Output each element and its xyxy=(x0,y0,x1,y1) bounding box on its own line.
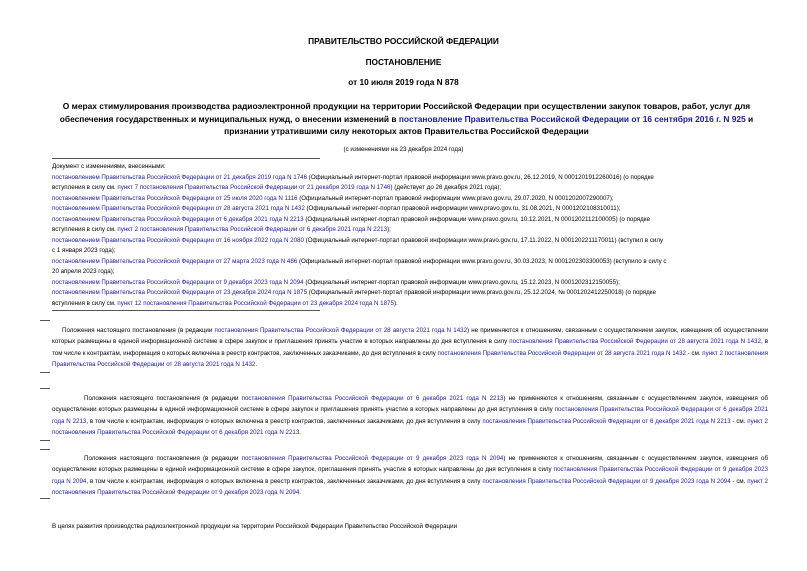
issuer-heading: ПРАВИТЕЛЬСТВО РОССИЙСКОЙ ФЕДЕРАЦИИ xyxy=(308,36,499,46)
amendment-item xyxy=(52,246,772,257)
title-text-start: О мерах стимулирования производства радиоэлектронной продукции на территории Российской Федерации при осуществлении закупок товаров, работ, услуг для обеспечения государственных и муниципальных нужд, о внесении изменений в xyxy=(59,101,751,124)
divider xyxy=(40,449,50,450)
amendment-link[interactable]: постановлением Правительства Российской Федерации от 21 декабря 2019 года N 1746 xyxy=(52,173,308,181)
title-text-end: и признании утратившими силу некоторых актов Правительства Российской Федерации xyxy=(224,113,754,136)
note-text: Положения настоящего постановления (в редакции xyxy=(84,395,242,402)
note-text: . xyxy=(299,428,302,436)
note-act-link[interactable]: пункт 2 постановления Правительства Российской Федерации от 28 августа 2021 года N 1432 xyxy=(52,349,768,368)
note-text: - см. xyxy=(730,477,748,485)
note-text: Положения настоящего постановления (в редакции xyxy=(84,455,242,462)
note-text: . xyxy=(299,488,302,496)
amendment-text: вступления в силу см. xyxy=(52,226,118,233)
divider xyxy=(40,440,50,441)
applicability-note xyxy=(52,325,768,370)
amendment-item xyxy=(52,183,772,194)
amendment-text: ). xyxy=(393,299,398,307)
amendment-link[interactable]: постановлением Правительства Российской Федерации от 9 декабря 2023 года N 2094 xyxy=(52,278,304,286)
note-act-link[interactable]: пункт 2 постановления Правительства Российской Федерации от 9 декабря 2023 года N 2094 xyxy=(52,477,768,496)
divider xyxy=(40,498,50,499)
amendment-text: вступления в силу см. xyxy=(52,299,118,307)
amendment-source: (Официальный интернет-портал правовой информации www.pravo.gov.ru, 30.03.2023, N 0001202303300053) (вступило в силу с xyxy=(297,257,667,265)
applicability-note xyxy=(52,453,768,498)
note-text: ) не применяются к отношениям, связанным с осуществлением закупок, извещения об осуществлении которых размещены в единой информационной системе в сфере закупок и приглашения принять участие в которых направлены до дня вступления в силу xyxy=(52,395,768,414)
amendment-link[interactable]: постановлением Правительства Российской Федерации от 16 ноября 2022 года N 2080 xyxy=(52,236,304,244)
amendment-item xyxy=(52,278,772,289)
note-act-link[interactable]: постановления Правительства Российской Федерации от 9 декабря 2023 года N 2094 xyxy=(52,466,768,485)
amendment-item xyxy=(52,236,772,247)
amendment-item xyxy=(52,299,772,310)
amendment-link[interactable]: постановлением Правительства Российской Федерации от 25 июля 2020 года N 1116 xyxy=(52,194,298,202)
amendment-link[interactable]: постановлением Правительства Российской Федерации от 27 марта 2023 года N 486 xyxy=(52,257,298,265)
amendment-link[interactable]: постановлением Правительства Российской Федерации от 6 декабря 2021 года N 2213 xyxy=(52,215,304,223)
amendment-text: вступления в силу см. xyxy=(52,184,118,191)
divider xyxy=(52,310,320,311)
document-title xyxy=(52,100,761,138)
note-act-link[interactable]: постановления Правительства Российской Федерации от 6 декабря 2021 года N 2213 xyxy=(52,406,768,425)
note-text: ) не применяются к отношениям, связанным с осуществлением закупок, извещения об осуществлении которых размещены в единой информационной системе в сфере закупок и приглашения принять участие в которых направлены до дня вступления в силу xyxy=(52,327,769,346)
amendment-item xyxy=(52,225,772,236)
amendment-item xyxy=(52,204,772,215)
note-act-link[interactable]: пункт 2 постановления Правительства Российской Федерации от 6 декабря 2021 года N 2213 xyxy=(52,417,768,436)
amendment-link[interactable]: пункт 2 постановления Правительства Российской Федерации от 6 декабря 2021 года N 2213 xyxy=(117,226,388,233)
amendment-item xyxy=(52,173,772,184)
amendments-list xyxy=(52,162,772,309)
document-date-number: от 10 июля 2019 года N 878 xyxy=(348,77,459,87)
amendment-source: (Официальный интернет-портал правовой информации www.pravo.gov.ru, 26.12.2019, N 0001201912260016) (о порядке xyxy=(307,173,654,181)
amendment-link[interactable]: постановлением Правительства Российской Федерации от 23 декабря 2024 года N 1875 xyxy=(52,289,308,296)
amendment-text: ); xyxy=(387,226,391,233)
amendment-text: ) (действует до 26 декабря 2021 года); xyxy=(390,184,502,191)
note-act-link[interactable]: постановления Правительства Российской Федерации от 9 декабря 2023 года N 2094 xyxy=(482,477,731,485)
divider xyxy=(40,372,50,373)
amendment-source: (Официальный интернет-портал правовой информации www.pravo.gov.ru, 25.12.2024, № 0001202412250018) (о порядке xyxy=(307,289,656,296)
document-type: ПОСТАНОВЛЕНИЕ xyxy=(365,57,442,67)
preamble-text: В целях развития производства радиоэлектронной продукции на территории Российской Федерации Правительство Российской Федерации xyxy=(52,523,458,530)
amendment-text: с 1 января 2023 года); xyxy=(52,247,116,254)
divider xyxy=(52,158,320,159)
note-act-link[interactable]: постановления Правительства Российской Федерации от 28 августа 2021 года N 1432 xyxy=(214,327,468,334)
amendment-item xyxy=(52,267,772,278)
title-amended-act-link[interactable]: постановление Правительства Российской Федерации от 16 сентября 2016 г. N 925 xyxy=(398,113,746,124)
note-act-link[interactable]: постановления Правительства Российской Федерации от 28 августа 2021 года N 1432 xyxy=(509,338,761,346)
amendment-link[interactable]: пункт 12 постановления Правительства Российской Федерации от 23 декабря 2024 года N 1875 xyxy=(117,299,394,307)
note-text: . xyxy=(255,360,258,368)
amendment-item xyxy=(52,257,772,268)
amendment-link[interactable]: пункт 7 постановления Правительства Российской Федерации от 21 декабря 2019 года N 1746 xyxy=(117,184,391,191)
note-act-link[interactable]: постановления Правительства Российской Федерации от 6 декабря 2021 года N 2213 xyxy=(482,417,731,425)
amendment-text: 20 апреля 2023 года); xyxy=(52,268,115,275)
amendment-item xyxy=(52,194,772,205)
note-text: - см. xyxy=(730,417,748,425)
note-text: , в том числе к контрактам, информация о которых включена в реестр контрактов, заключенных заказчиками, до дня вступления в силу xyxy=(52,338,768,357)
amendment-source: (Официальный интернет-портал правовой информации www.pravo.gov.ru, 10.12.2021, N 0001202112100005) (о порядке xyxy=(303,215,650,223)
note-text: - см. xyxy=(685,349,703,357)
amendments-intro: Документ с изменениями, внесенными: xyxy=(52,163,166,170)
note-act-link[interactable]: постановления Правительства Российской Федерации от 28 августа 2021 года N 1432 xyxy=(437,349,686,357)
amendment-source: (Официальный интернет-портал правовой информации www.pravo.gov.ru, 15.12.2023, N 0001202312150055); xyxy=(303,278,620,286)
note-act-link[interactable]: постановления Правительства Российской Федерации от 6 декабря 2021 года N 2213 xyxy=(241,395,504,402)
applicability-note xyxy=(52,393,768,438)
amendment-source: (Официальный интернет-портал правовой информации www.pravo.gov.ru, 29.07.2020, N 0001202007290007); xyxy=(297,194,614,202)
amendment-source: (Официальный интернет-портал правовой информации www.pravo.gov.ru, 17.11.2022, N 0001202211170011) (вступил в силу xyxy=(303,236,664,244)
amendment-item xyxy=(52,215,772,226)
note-act-link[interactable]: постановления Правительства Российской Федерации от 9 декабря 2023 года N 2094 xyxy=(241,455,504,462)
note-text: , в том числе к контрактам, информация о которых включена в реестр контрактов, заключенных заказчиками, до дня вступления в силу xyxy=(86,417,483,425)
divider xyxy=(40,320,50,321)
divider xyxy=(40,388,50,389)
note-text: , в том числе к контрактам, информация о которых включена в реестр контрактов, заключенных заказчиками, до дня вступления в силу xyxy=(86,477,483,485)
revision-note: (с изменениями на 23 декабря 2024 года) xyxy=(343,146,464,153)
amendment-item xyxy=(52,288,772,299)
amendment-link[interactable]: постановлением Правительства Российской Федерации от 28 августа 2021 года N 1432 xyxy=(52,205,305,212)
note-text: ) не применяются к отношениям, связанным с осуществлением закупок, извещения об осуществлении которых размещены в единой информационной системе в сфере закупок, приглашения принять участие в которых направлены до дня вступления в силу xyxy=(52,455,768,474)
note-text: Положения настоящего постановления (в редакции xyxy=(62,327,215,334)
amendment-source: (Официальный интернет-портал правовой информации www.pravo.gov.ru, 31.08.2021, N 0001202108310011); xyxy=(304,205,621,212)
